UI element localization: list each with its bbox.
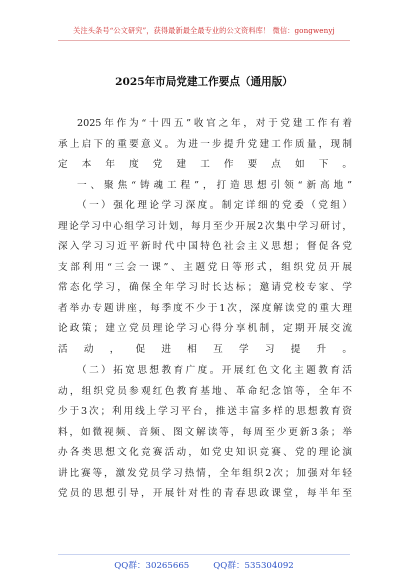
footer-divider: [58, 554, 350, 555]
header-banner: 关注头条号“公文研究”，获得最新最全最专业的公文资料库！ 微信：gongwenyj: [73, 26, 335, 35]
text-line: 常态化学习，确保全年学习时长达标；邀请党校专家、学: [58, 282, 352, 293]
header-divider: [58, 40, 350, 41]
intro-paragraph: [58, 114, 352, 176]
text-line: 支部利用“三会一课”、主题党日等形式，组织党员开展: [58, 261, 352, 273]
text-line: 2025年作为“十四五”收官之年，对于党建工作有着: [77, 118, 352, 129]
footer-qq-group-2: QQ群：535304092: [213, 561, 294, 571]
document-title: 2025年市局党建工作要点（通用版）: [115, 76, 293, 88]
footer-qq-group-1: QQ群：30265665: [114, 561, 190, 571]
text-line: 料，如微视频、音频、图文解读等，每周至少更新3条；举: [58, 426, 352, 438]
text-line: 少于3次；利用线上学习平台，推送丰富多样的思想教育资: [58, 406, 352, 417]
text-line: 定本年度党建工作要点如下。: [58, 159, 352, 170]
subsection-2-paragraph: [58, 361, 352, 505]
text-line: 承上启下的重要意义。为进一步提升党建工作质量，现制: [58, 138, 352, 150]
text-line: 一、聚焦“铸魂工程”，打造思想引领“新高地”: [77, 179, 352, 191]
section-heading-1: [58, 176, 352, 197]
subsection-1-paragraph: [58, 196, 352, 360]
text-line: 者举办专题讲座，每季度不少于1次，深度解读党的重大理: [58, 302, 352, 314]
text-line: 论政策；建立党员理论学习心得分享机制，定期开展交流: [58, 323, 352, 334]
text-line: 深入学习习近平新时代中国特色社会主义思想；督促各党: [58, 241, 352, 252]
text-line: （一）强化理论学习深度。制定详细的党委（党组）: [77, 200, 352, 211]
text-line: 理论学习中心组学习计划，每月至少开展2次集中学习研讨，: [58, 220, 352, 232]
text-line: （二）拓宽思想教育广度。开展红色文化主题教育活: [77, 365, 352, 376]
text-line: 活动，促进相互学习提升。: [58, 343, 352, 355]
text-line: 讲比赛等，激发党员学习热情，全年组织2次；加强对年轻: [58, 467, 352, 479]
footer-contact: [0, 559, 408, 571]
text-line: 办各类思想文化竞赛活动，如党史知识竞赛、党的理论演: [58, 447, 352, 458]
text-line: 党员的思想引导，开展针对性的青春思政课堂，每半年至: [58, 488, 352, 499]
text-line: 动，组织党员参观红色教育基地、革命纪念馆等，全年不: [58, 385, 352, 397]
